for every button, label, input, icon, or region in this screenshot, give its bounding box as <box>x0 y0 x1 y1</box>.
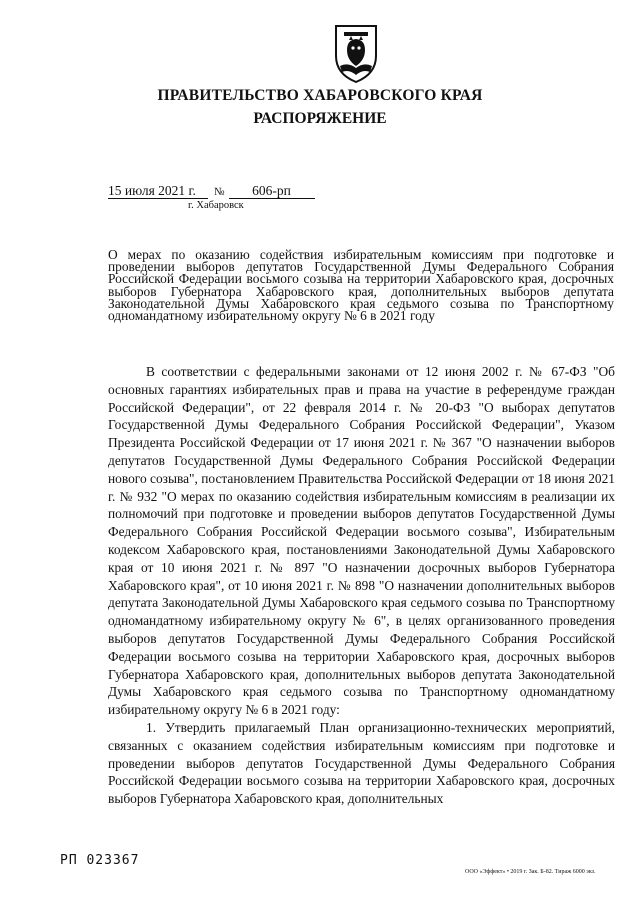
document-city: г. Хабаровск <box>188 200 244 211</box>
body-paragraph: 1. Утвердить прилагаемый План организационно-технических мероприятий, связанных с оказанием содействия избирательным комиссиям при подготовке и проведении выборов депутатов Государственной Думы Федерального Собрания Российской Федерации восьмого созыва на территории Хабаровского края, досрочных выборов Губернатора Хабаровского края, дополнительных <box>108 719 615 807</box>
body-paragraph: В соответствии с федеральными законами от 12 июня 2002 г. № 67-ФЗ "Об основных гарантиях избирательных прав и права на участие в референдуме граждан Российской Федерации", от 22 февраля 2014 г. № 20-ФЗ "О выборах депутатов Государственной Думы Федерального Собрания Российской Федерации", Указом Президента Российской Федерации от 17 июня 2021 г. № 367 "О назначении выборов депутатов Государственной Думы Федерального Собрания Российской Федерации нового созыва", постановлением Правительства Российской Федерации от 18 июня 2021 г. № 932 "О мерах по оказанию содействия избирательным комиссиям в реализации их полномочий при подготовке и проведении выборов депутатов Государственной Думы Федерального Собрания Российской Федерации восьмого созыва", Избирательным кодексом Хабаровского края, постановлениями Законодательной Думы Хабаровского края от 10 июня 2021 г. № 897 "О назначении досрочных выборов Губернатора Хабаровского края", от 10 июня 2021 г. № 898 "О назначении дополнительных выборов депутата Законодательной Думы Хабаровского края седьмого созыва по Транспортному одномандатному избирательному округу № 6", в целях организованного проведения выборов депутатов Государственной Думы Федерального Собрания Российской Федерации восьмого созыва на территории Хабаровского края, досрочных выборов Губернатора Хабаровского края, дополнительных выборов депутата Законодательной Думы Хабаровского края седьмого созыва по Транспортному одномандатному избирательному округу № 6 в 2021 году: <box>108 364 615 718</box>
document-subject: О мерах по оказанию содействия избирательным комиссиям при подготовке и проведении выборов депутатов Государственной Думы Федерального Собрания Российской Федерации восьмого созыва на территории Хабаровского края, досрочных выборов Губернатора Хабаровского края, дополнительных выборов депутата Законодательной Думы Хабаровского края седьмого созыва по Транспортному одномандатному избирательному округу № 6 в 2021 году <box>108 247 614 324</box>
coat-of-arms-icon <box>330 22 382 84</box>
document-date-number <box>108 183 315 199</box>
document-type: РАСПОРЯЖЕНИЕ <box>253 110 387 127</box>
document-body <box>108 363 615 808</box>
number-sign: № <box>214 186 225 198</box>
print-info: ООО «Эффект» • 2019 г. Зак. Б-82. Тираж 6000 экз. <box>465 869 596 875</box>
document-number: 606-рп <box>229 184 315 199</box>
form-code: РП 023367 <box>60 853 140 868</box>
organization-title: ПРАВИТЕЛЬСТВО ХАБАРОВСКОГО КРАЯ <box>157 87 483 104</box>
document-date: 15 июля 2021 г. <box>108 184 208 199</box>
